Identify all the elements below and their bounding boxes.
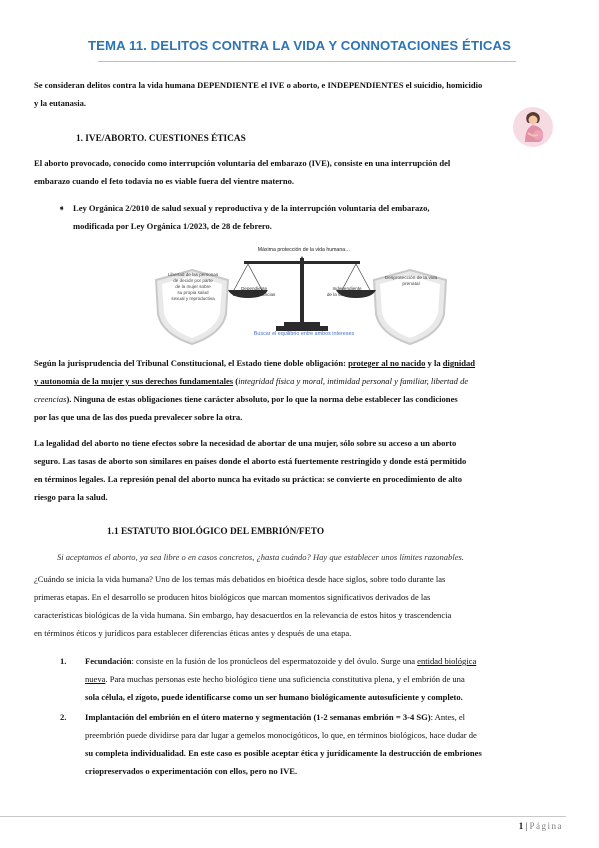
list-item-1-line-2 (85, 670, 566, 688)
page-title: TEMA 11. DELITOS CONTRA LA VIDA Y CONNOTACIONES ÉTICAS (87, 38, 512, 53)
left-shield-line: su propia salud (177, 290, 209, 295)
list-item-2-line-2: preembrión puede dividirse para dar lugar a gemelos monocigóticos, lo que, en términos biológicos, hace dudar de (85, 730, 477, 740)
footer-page-word: Página (529, 821, 563, 831)
list-item-1-line-1 (85, 652, 566, 670)
p1-line-2: embarazo cuando el feto todavía no es viable fuera del vientre materno. (34, 176, 295, 186)
list-item-underline: entidad biológica (417, 656, 477, 666)
list-item-2-line-4: criopreservados o experimentación con ellos, pero no IVE. (85, 766, 298, 776)
page-number: 1 (518, 821, 524, 831)
figure-top-label: Máxima protección de la vida humana… (257, 247, 351, 253)
intro-line-1: Se consideran delitos contra la vida humana DEPENDIENTE el IVE o aborto, e INDEPENDIENTES el suicidio, homicidio (34, 80, 483, 90)
left-pan-line: Dependiente (240, 286, 268, 291)
p4-line-4: en términos éticos y jurídicos para establecer diferencias éticas antes y después de una etapa. (34, 628, 352, 638)
p2-line-3 (34, 390, 566, 408)
section-1-heading: 1. IVE/ABORTO. CUESTIONES ÉTICAS (76, 134, 246, 144)
p3-line-2: seguro. Las tasas de aborto son similares en países donde el aborto está fuertemente restringido y donde está permitido (34, 456, 467, 466)
p2-line-4: por las que una de las dos pueda prevalecer sobre la otra. (34, 412, 243, 422)
law-line-1: Ley Orgánica 2/2010 de salud sexual y reproductiva y de la interrupción voluntaria del embarazo, (73, 203, 430, 213)
right-shield-text (378, 276, 444, 289)
p3-line-1: La legalidad del aborto no tiene efectos sobre la necesidad de abortar de una mujer, sólo sobre su acceso a un aborto (34, 438, 457, 448)
right-shield-line: Desprotección de la vida (384, 276, 438, 281)
left-shield-line: de decidir por parte (173, 278, 213, 283)
p2-underline-3: y autonomía de la mujer y sus derechos fundamentales (34, 376, 234, 386)
section-1-1-heading: 1.1 ESTATUTO BIOLÓGICO DEL EMBRIÓN/FETO (107, 527, 325, 537)
section-1-1-quote: Si aceptamos el aborto, ya sea libre o en casos concretos, ¿hasta cuándo? Hay que establecer unos límites razonables. (57, 552, 464, 562)
list-number-1: 1. (60, 656, 67, 666)
left-shield-text (160, 272, 226, 302)
p2-underline-1: proteger al no nacido (348, 358, 426, 368)
page-footer (519, 821, 563, 831)
p2-italic: integridad física y moral, intimidad personal y familiar, libertad de (238, 376, 469, 386)
list-item-text: : consiste en la fusión de los pronúcleos del espermatozoide y del óvulo. Surge una (131, 656, 418, 666)
p4-line-3: características biológicas de la vida humana. Sin embargo, hay desacuerdos en la relevancia de estos hitos y trascendencia (34, 610, 452, 620)
right-shield-line: prenatal (402, 282, 420, 288)
list-item-text: : Antes, el (430, 712, 466, 722)
p2-underline-2: dignidad (442, 358, 476, 368)
list-item-term: Implantación del embrión en el útero materno y segmentación (1-2 semanas embrión = 3-4 SG) (85, 712, 431, 722)
list-item-2-line-1 (85, 708, 566, 726)
footer-separator: | (523, 821, 530, 831)
p3-line-4: riesgo para la salud. (34, 492, 108, 502)
p2-text: ( (233, 376, 239, 386)
right-pan-label (308, 286, 386, 298)
left-pan-label (221, 286, 287, 298)
p2-line-1 (34, 354, 566, 372)
title-underline (98, 61, 516, 62)
right-pan-line: Independiente (332, 286, 362, 291)
list-item-text: . Para muchas personas este hecho biológico tiene una suficiencia constitutiva plena, y el embrión de una (105, 674, 465, 684)
list-item-1-line-3: sola célula, el zigoto, puede identificarse como un ser humano biológicamente autosuficiente y completo. (85, 692, 463, 702)
p2-line-2 (34, 372, 566, 390)
p2-text: ). Ninguna de estas obligaciones tiene carácter absoluto, por lo que la norma debe establecer las condiciones (66, 394, 458, 404)
left-shield-line: Libertad de las personas (167, 272, 219, 277)
right-pan-line: de la viabilidad fetal (326, 291, 368, 297)
arrow-bullet-icon: ➧ (58, 203, 66, 213)
left-shield-line: de la mujer sobre (175, 284, 211, 289)
law-line-2: modificada por Ley Orgánica 1/2023, de 28 de febrero. (73, 221, 272, 231)
list-number-2: 2. (60, 712, 67, 722)
p4-line-2: primeras etapas. En el desarrollo se producen hitos biológicos que marcan momentos significativos derivados de las (34, 592, 431, 602)
list-item-underline: nueva (85, 674, 106, 684)
list-item-term: Fecundación (85, 656, 132, 666)
p1-line-1: El aborto provocado, conocido como interrupción voluntaria del embarazo (IVE), consiste en una interrupción del (34, 158, 451, 168)
p2-text: y la (425, 358, 443, 368)
list-item-2-line-3: su completa individualidad. En este caso es posible aceptar ética y jurídicamente la destrucción de embriones (85, 748, 482, 758)
p4-line-1: ¿Cuándo se inicia la vida humana? Uno de los temas más debatidos en bioética desde hace siglos, sobre todo durante las (34, 574, 446, 584)
pregnant-woman-icon (511, 106, 555, 148)
footer-rule (0, 816, 566, 817)
intro-line-2: y la eutanasia. (34, 98, 86, 108)
p2-text: Según la jurisprudencia del Tribunal Constitucional, el Estado tiene doble obligación: (34, 358, 349, 368)
left-pan-line: de las circunstancias (232, 291, 276, 297)
figure-caption: Buscar el equilibrio entre ambos intereses (253, 331, 355, 337)
p2-italic: creencias (34, 394, 67, 404)
p3-line-3: en términos legales. La represión penal del aborto nunca ha evitado su práctica: se convierte en procedimiento de alto (34, 474, 463, 484)
left-shield-line: sexual y reproductiva (171, 296, 215, 301)
